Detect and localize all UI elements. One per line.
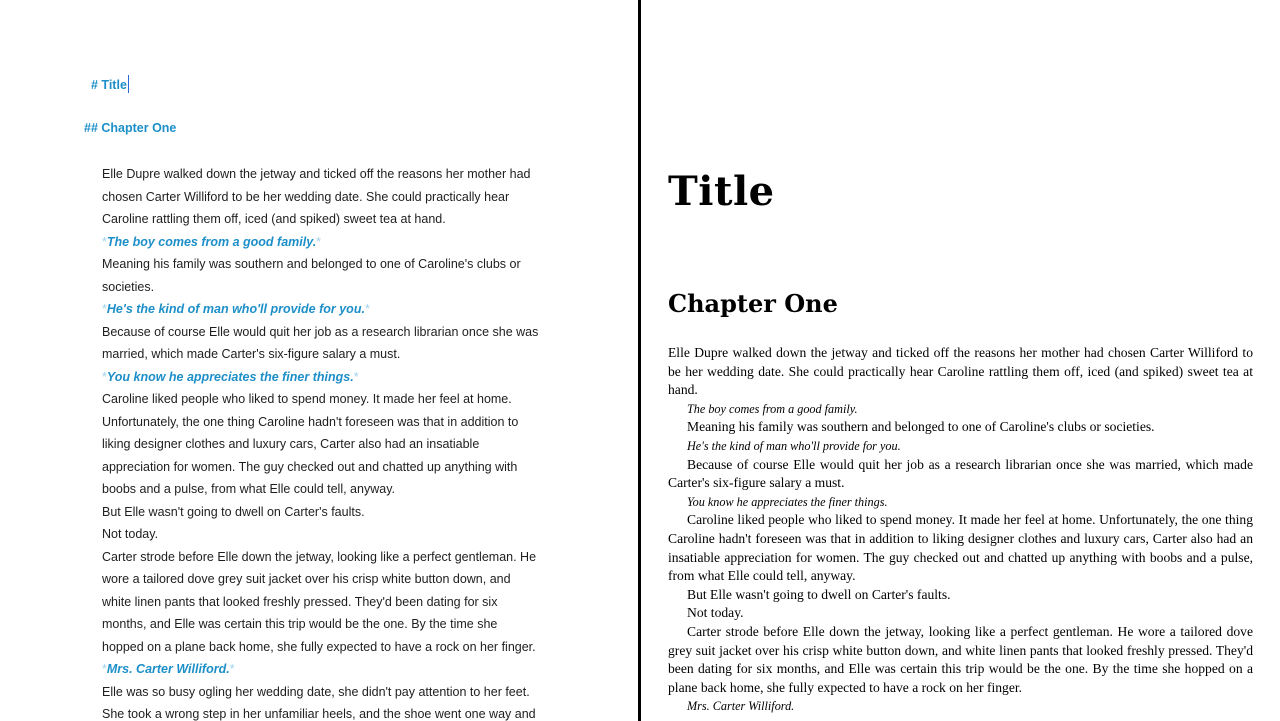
preview-paragraph: Because of course Elle would quit her job as a research librarian once she was married, which made Carter's six-figure salary a must.: [668, 456, 1253, 491]
emphasis-marker: *: [353, 369, 359, 384]
preview-chapter-heading: Chapter One: [668, 289, 838, 318]
emphasis-marker: *: [102, 662, 107, 676]
emphasis-text: Mrs. Carter Williford.: [106, 662, 230, 676]
markdown-paragraph[interactable]: Not today.: [102, 527, 159, 541]
markdown-paragraph[interactable]: Caroline liked people who liked to spend money. It made her feel at home.: [102, 392, 512, 406]
preview-italic-paragraph: You know he appreciates the finer things.: [687, 494, 888, 509]
preview-body: [668, 344, 1253, 716]
markdown-chapter-line[interactable]: ## Chapter One: [84, 121, 177, 135]
markdown-emphasis-line[interactable]: [102, 231, 542, 254]
preview-italic-paragraph: Mrs. Carter Williford.: [687, 699, 795, 714]
markdown-title-line[interactable]: [91, 75, 129, 93]
markdown-emphasis-line[interactable]: [102, 298, 542, 321]
emphasis-marker: *: [229, 662, 235, 676]
markdown-paragraph[interactable]: Carter strode before Elle down the jetway, looking like a perfect gentleman. He wore a tailored dove grey suit jacket over his crisp white button down, and white linen pants that looked freshly pressed. They'd been dating for six months, and Elle was certain this trip would be the one. By the time she hopped on a plane back home, she fully expected to have a rock on her finger.: [102, 549, 537, 654]
emphasis-marker: *: [102, 234, 107, 249]
markdown-emphasis-line[interactable]: [102, 658, 542, 681]
preview-title: Title: [668, 168, 775, 215]
markdown-paragraph[interactable]: Unfortunately, the one thing Caroline hadn't foreseen was that in addition to liking designer clothes and luxury cars, Carter also had an insatiable appreciation for women. The guy checked out and chatted up anything with boobs and a pulse, from what Elle could tell, anyway.: [102, 414, 519, 496]
emphasis-text: He's the kind of man who'll provide for you.: [106, 302, 365, 316]
emphasis-marker: *: [316, 234, 322, 249]
markdown-emphasis-line[interactable]: [102, 366, 542, 389]
emphasis-text: You know he appreciates the finer things.: [106, 369, 354, 384]
preview-paragraph: But Elle wasn't going to dwell on Carter's faults.: [687, 586, 951, 602]
emphasis-text: The boy comes from a good family.: [106, 234, 317, 249]
preview-paragraph: Caroline liked people who liked to spend money. It made her feel at home. Unfortunately, the one thing Caroline hadn't foreseen was that in addition to liking designer clothes and luxury cars, Carter also had an insatiable appreciation for women. The guy checked out and chatted up anything with boobs and a pulse, from what Elle could tell, anyway.: [668, 512, 1253, 584]
emphasis-marker: *: [102, 302, 107, 316]
preview-paragraph: Elle Dupre walked down the jetway and ticked off the reasons her mother had chosen Carter Williford to be her wedding date. She could practically hear Caroline rattling them off, iced (and spiked) sweet tea at hand.: [668, 345, 1253, 398]
markdown-editor-pane[interactable]: [0, 0, 638, 721]
preview-paragraph: Meaning his family was southern and belonged to one of Caroline's clubs or societies.: [687, 419, 1155, 435]
preview-italic-paragraph: He's the kind of man who'll provide for you.: [687, 438, 901, 453]
markdown-paragraph[interactable]: Elle was so busy ogling her wedding date, she didn't pay attention to her feet.: [102, 684, 530, 699]
markdown-paragraph[interactable]: But Elle wasn't going to dwell on Carter's faults.: [102, 504, 365, 519]
markdown-paragraph[interactable]: Elle Dupre walked down the jetway and ticked off the reasons her mother had chosen Carter Williford to be her wedding date. She could practically hear Caroline rattling them off, iced (and spiked) sweet tea at hand.: [102, 167, 531, 226]
emphasis-marker: *: [364, 302, 370, 316]
markdown-body[interactable]: [102, 163, 542, 721]
text-cursor: [128, 75, 129, 93]
preview-paragraph: Not today.: [687, 605, 744, 621]
preview-paragraph: Carter strode before Elle down the jetway, looking like a perfect gentleman. He wore a tailored dove grey suit jacket over his crisp white button down, and white linen pants that looked freshly pressed. They'd been dating for six months, and Elle was certain this trip would be the one. By the time she hopped on a plane back home, she fully expected to have a rock on her finger.: [668, 623, 1253, 695]
markdown-paragraph[interactable]: Meaning his family was southern and belonged to one of Caroline's clubs or societies.: [102, 257, 521, 294]
markdown-paragraph[interactable]: She took a wrong step in her unfamiliar heels, and the shoe went one way and: [102, 707, 536, 721]
markdown-title-text: # Title: [91, 78, 127, 92]
preview-italic-paragraph: The boy comes from a good family.: [687, 401, 858, 416]
emphasis-marker: *: [102, 369, 107, 384]
markdown-paragraph[interactable]: Because of course Elle would quit her job as a research librarian once she was married, which made Carter's six-figure salary a must.: [102, 324, 539, 361]
